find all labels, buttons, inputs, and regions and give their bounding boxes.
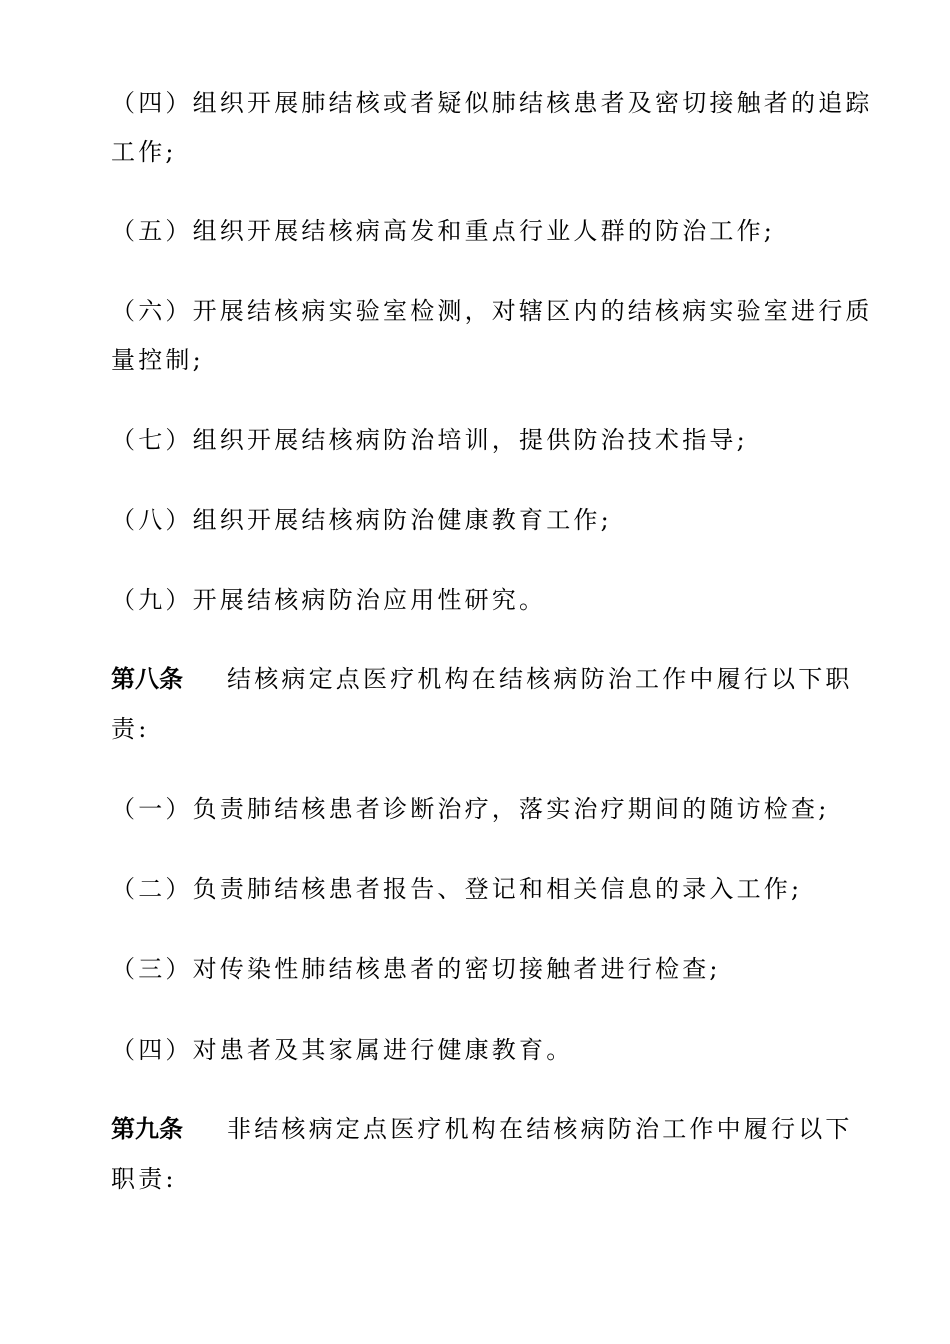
clause-line: （六）开展结核病实验室检测，对辖区内的结核病实验室进行质 <box>111 297 873 325</box>
clause-line: 工作; <box>111 138 177 166</box>
article-9-text: 非结核病定点医疗机构在结核病防治工作中履行以下 <box>227 1115 853 1143</box>
clause-line: （四）组织开展肺结核或者疑似肺结核患者及密切接触者的追踪 <box>111 89 873 117</box>
article-8-heading: 第八条 <box>111 665 183 693</box>
article-8-text: 结核病定点医疗机构在结核病防治工作中履行以下职 <box>227 665 853 693</box>
clause-line: （四）对患者及其家属进行健康教育。 <box>111 1036 574 1064</box>
clause-line: （三）对传染性肺结核患者的密切接触者进行检查; <box>111 955 721 983</box>
clause-line: （七）组织开展结核病防治培训，提供防治技术指导; <box>111 426 748 454</box>
article-9-line <box>111 1113 853 1145</box>
clause-line: （九）开展结核病防治应用性研究。 <box>111 586 547 614</box>
clause-line: （五）组织开展结核病高发和重点行业人群的防治工作; <box>111 217 776 245</box>
article-8-continuation: 责: <box>111 715 150 743</box>
article-8-line <box>111 663 853 695</box>
clause-line: （二）负责肺结核患者报告、登记和相关信息的录入工作; <box>111 875 803 903</box>
clause-line: 量控制; <box>111 346 204 374</box>
clause-line: （八）组织开展结核病防治健康教育工作; <box>111 506 612 534</box>
article-9-continuation: 职责: <box>111 1165 177 1193</box>
article-9-heading: 第九条 <box>111 1115 183 1143</box>
clause-line: （一）负责肺结核患者诊断治疗，落实治疗期间的随访检查; <box>111 795 830 823</box>
